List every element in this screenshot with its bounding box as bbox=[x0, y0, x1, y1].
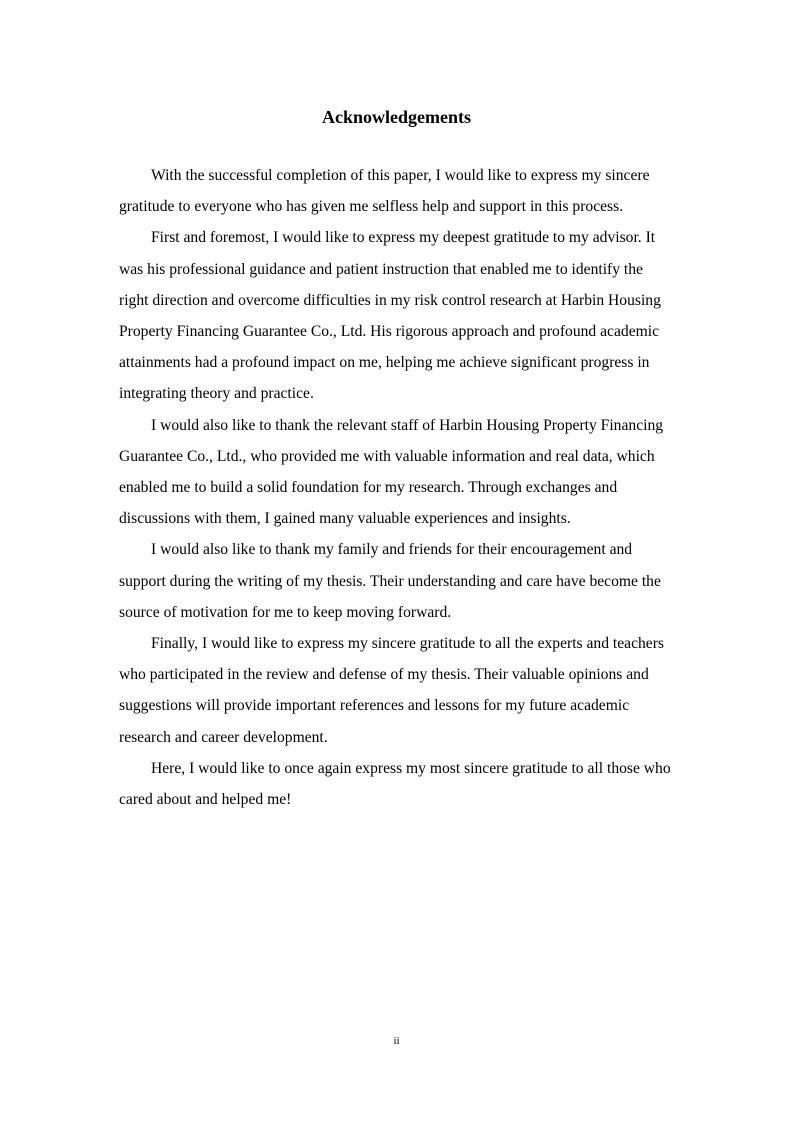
acknowledgements-body bbox=[119, 160, 673, 815]
paragraph-company-staff: I would also like to thank the relevant staff of Harbin Housing Property Financing Guarantee Co., Ltd., who provided me with valuable information and real data, which enabled me to build a solid foundation for my research. Through exchanges and discussions with them, I gained many valuable experiences and insights. bbox=[119, 416, 664, 528]
paragraph-completion: With the successful completion of this paper, I would like to express my sincere gratitude to everyone who has given me selfless help and support in this process. bbox=[119, 167, 650, 216]
paragraph-closing: Here, I would like to once again express my most sincere gratitude to all those who cared about and helped me! bbox=[119, 759, 671, 809]
page-number: ii bbox=[393, 1035, 400, 1047]
paragraph-experts-teachers: Finally, I would like to express my sincere gratitude to all the experts and teachers who participated in the review and defense of my thesis. Their valuable opinions and suggestions will provide important references and lessons for my future academic research and career development. bbox=[119, 635, 664, 746]
paragraph-advisor: First and foremost, I would like to express my deepest gratitude to my advisor. It was his professional guidance and patient instruction that enabled me to identify the right direction and overcome difficulties in my risk control research at Harbin Housing Property Financing Guarantee Co., Ltd. His rigorous approach and profound academic attainments had a profound impact on me, helping me achieve significant progress in integrating theory and practice. bbox=[119, 229, 661, 403]
paragraph-family-friends: I would also like to thank my family and friends for their encouragement and support during the writing of my thesis. Their understanding and care have become the source of motivation for me to keep moving forward. bbox=[119, 541, 661, 621]
page-title: Acknowledgements bbox=[322, 107, 471, 127]
